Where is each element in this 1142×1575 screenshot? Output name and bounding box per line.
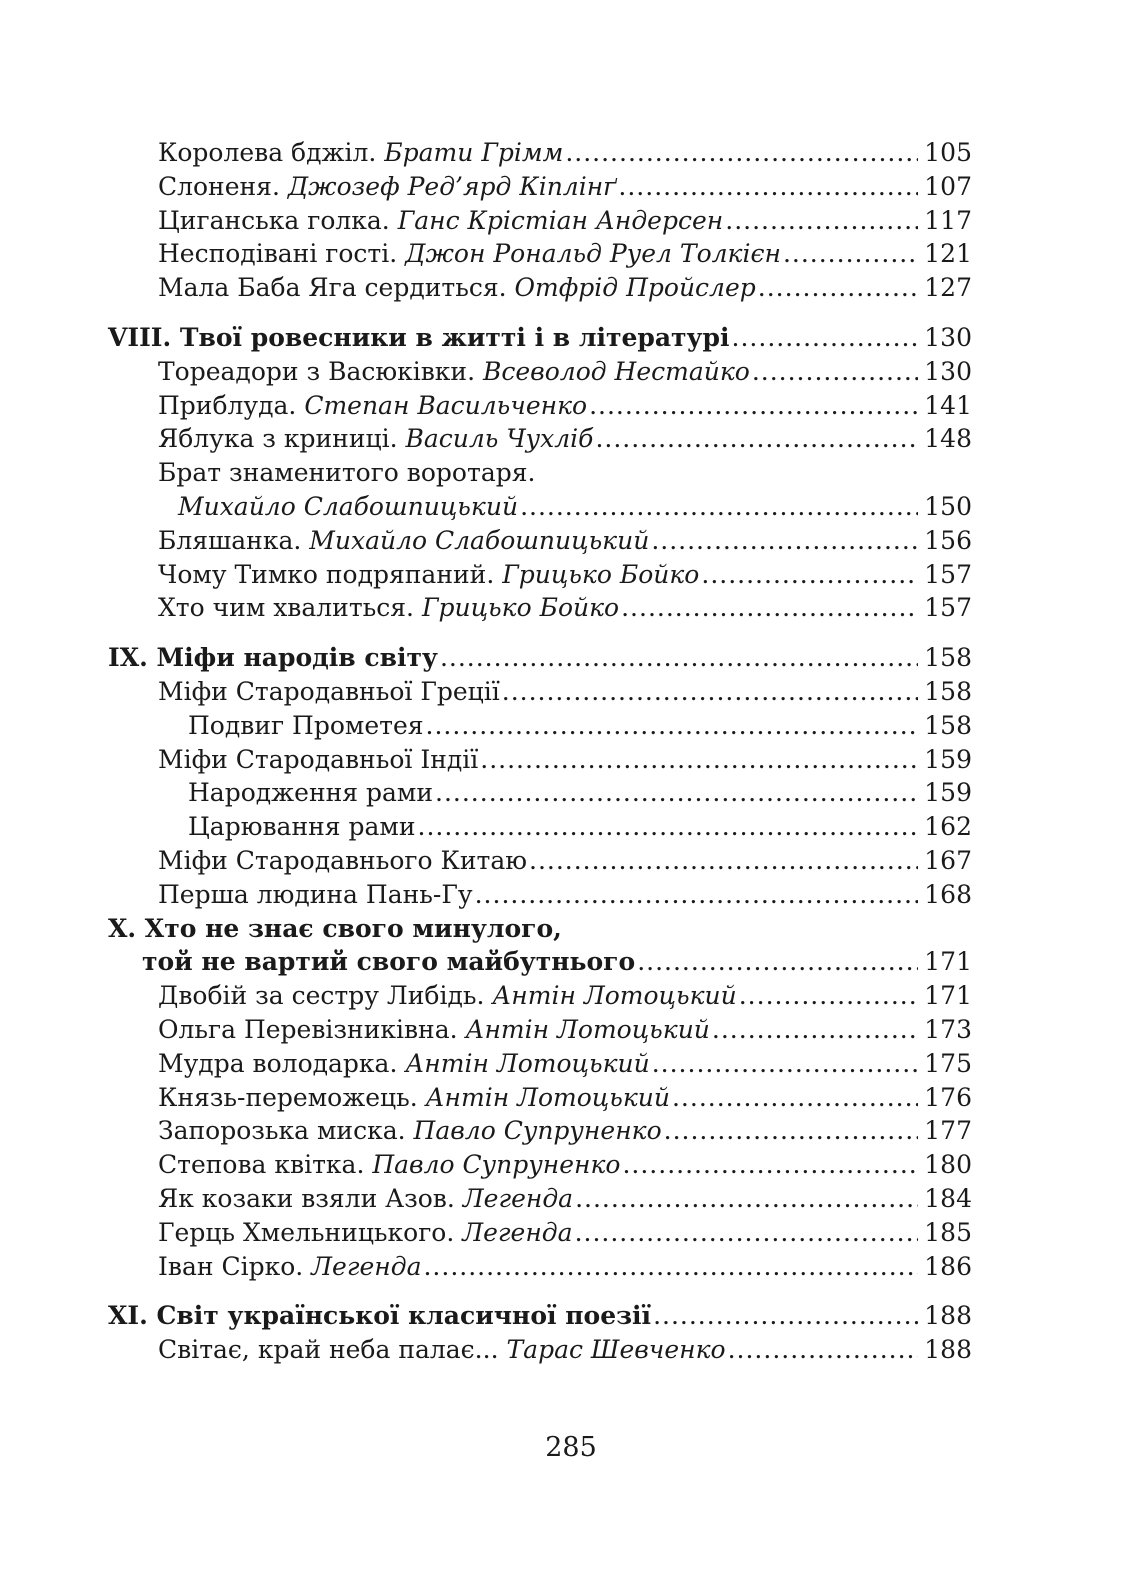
toc-entry-title [158, 204, 723, 238]
entry-page-number: 130 [924, 322, 972, 352]
entry-title-text: Народження рами [188, 778, 434, 808]
toc-entry-row [0, 878, 1142, 912]
entry-page-number: 176 [924, 1082, 972, 1112]
toc-entry-title [158, 355, 750, 389]
dot-leader [712, 1013, 918, 1047]
toc-entry-title [158, 1182, 573, 1216]
toc-section-row [0, 945, 1142, 979]
dot-leader [653, 1299, 918, 1333]
entry-page-number: 148 [924, 424, 972, 454]
toc-entry-row [0, 1148, 1142, 1182]
entry-title-text: Королева бджіл. [158, 138, 385, 167]
entry-author: Ганс Крістіан Андерсен [397, 205, 724, 235]
toc-entry-row [0, 490, 1142, 524]
entry-page-number: 107 [924, 171, 972, 201]
toc-entry-row [0, 675, 1142, 709]
toc-entry-row [0, 204, 1142, 238]
table-of-contents [0, 136, 1142, 1367]
toc-entry-row [0, 743, 1142, 777]
entry-title-text: Слоненя. [158, 171, 288, 201]
toc-entry-title [158, 136, 563, 170]
entry-page-number: 171 [924, 981, 972, 1011]
entry-page-number: 177 [924, 1116, 972, 1146]
toc-entry-row [0, 237, 1142, 271]
toc-entry-title [158, 743, 478, 777]
entry-title-text: Міфи Стародавньої Індії [158, 744, 479, 774]
dot-leader [652, 1047, 918, 1081]
entry-page-number: 167 [924, 845, 972, 875]
entry-title-text: Приблуда. [158, 390, 305, 420]
toc-entry-row [0, 422, 1142, 456]
toc-entry-title [158, 1013, 710, 1047]
toc-entry-row [0, 1013, 1142, 1047]
entry-page-number: 158 [924, 643, 972, 673]
dot-leader [732, 321, 918, 355]
dot-leader [672, 1081, 918, 1115]
dot-leader [426, 709, 918, 743]
dot-leader [529, 844, 918, 878]
entry-page-number: 157 [924, 593, 972, 623]
entry-page-number: 175 [924, 1048, 972, 1078]
entry-author: Василь Чухліб [405, 424, 594, 454]
entry-author: Антін Лотоцький [405, 1048, 650, 1078]
entry-page-number: 117 [924, 205, 972, 235]
entry-page-number: 188 [924, 1301, 972, 1331]
entry-title-text: Іван Сірко. [158, 1251, 312, 1281]
dot-leader [520, 490, 918, 524]
entry-author: Джозеф Ред’ярд Кіплінґ [287, 171, 617, 201]
toc-entry-title [158, 524, 649, 558]
toc-entry-row [0, 1182, 1142, 1216]
entry-page-number: 127 [924, 273, 972, 303]
dot-leader [480, 743, 918, 777]
dot-leader [622, 1148, 918, 1182]
entry-author: Легенда [462, 1183, 574, 1213]
toc-entry-row [0, 1047, 1142, 1081]
entry-author: Антін Лотоцький [492, 981, 737, 1011]
dot-leader [575, 1216, 918, 1250]
toc-entry-title [188, 810, 416, 844]
page-number: 285 [545, 1432, 597, 1463]
entry-author: Михайло Слабошпицький [178, 491, 519, 521]
toc-entry-row [0, 810, 1142, 844]
toc-entry-row [0, 1114, 1142, 1148]
entry-title-text: Світає, край неба палає... [158, 1335, 507, 1365]
toc-entry-title [158, 1114, 662, 1148]
toc-entry-title [158, 237, 781, 271]
toc-section-row [0, 1299, 1142, 1333]
entry-title-text: Брат знаменитого воротаря. [158, 458, 536, 488]
entry-author: Павло Супруненко [413, 1116, 662, 1146]
toc-entry-title [158, 1047, 650, 1081]
entry-author: Брати Грімм [384, 138, 564, 167]
toc-entry-title [158, 1216, 573, 1250]
toc-entry-title [158, 1148, 620, 1182]
toc-entry-row [0, 355, 1142, 389]
dot-leader [664, 1114, 918, 1148]
dot-leader [728, 1333, 918, 1367]
toc-entry-row [0, 979, 1142, 1013]
entry-page-number: 156 [924, 525, 972, 555]
toc-entry-title [158, 456, 535, 490]
entry-title-text: Мала Баба Яга сердиться. [158, 273, 515, 303]
toc-entry-title [158, 675, 500, 709]
entry-title-text: Двобій за сестру Либідь. [158, 981, 493, 1011]
entry-title-text: Міфи Стародавнього Китаю [158, 845, 527, 875]
entry-page-number: 130 [924, 356, 972, 386]
toc-entry-row [0, 271, 1142, 305]
entry-page-number: 105 [924, 138, 972, 167]
entry-title-text: той не вартий свого майбутнього [142, 947, 636, 977]
toc-entry-title [158, 878, 473, 912]
toc-entry-row [0, 844, 1142, 878]
dot-leader [440, 641, 918, 675]
toc-section-row [0, 912, 1142, 946]
entry-page-number: 186 [924, 1251, 972, 1281]
toc-entry-row [0, 558, 1142, 592]
dot-leader [618, 170, 918, 204]
dot-leader [435, 776, 918, 810]
dot-leader [589, 389, 918, 423]
entry-title-text: Степова квітка. [158, 1150, 373, 1180]
entry-page-number: 185 [924, 1217, 972, 1247]
dot-leader [418, 810, 918, 844]
toc-entry-title [158, 1333, 726, 1367]
entry-author: Легенда [311, 1251, 422, 1281]
entry-title-text: Чому Тимко подряпаний. [158, 559, 503, 589]
toc-entry-title [158, 389, 587, 423]
entry-title-text: Запорозька миска. [158, 1116, 414, 1146]
dot-leader [637, 945, 918, 979]
dot-leader [475, 878, 918, 912]
dot-leader [739, 979, 918, 1013]
toc-entry-row [0, 776, 1142, 810]
toc-entry-row [0, 1216, 1142, 1250]
entry-author: Грицько Бойко [421, 593, 620, 623]
dot-leader [621, 591, 918, 625]
entry-author: Антін Лотоцький [425, 1082, 670, 1112]
entry-author: Павло Супруненко [372, 1150, 621, 1180]
entry-author: Отфрід Пройслер [514, 273, 756, 303]
toc-entry-title [108, 321, 730, 355]
entry-page-number: 188 [924, 1335, 972, 1365]
toc-entry-row [0, 170, 1142, 204]
entry-page-number: 121 [924, 239, 972, 269]
entry-page-number: 171 [924, 947, 972, 977]
entry-page-number: 159 [924, 778, 972, 808]
entry-page-number: 158 [924, 710, 972, 740]
toc-section-row [0, 641, 1142, 675]
entry-author: Михайло Слабошпицький [309, 525, 650, 555]
toc-entry-row [0, 1250, 1142, 1284]
toc-entry-row [0, 591, 1142, 625]
entry-title-text: X. Хто не знає свого минулого, [108, 913, 562, 943]
toc-entry-title [108, 912, 562, 946]
entry-page-number: 184 [924, 1183, 972, 1213]
entry-title-text: VIII. Твої ровесники в житті і в літературі [108, 322, 730, 352]
toc-entry-row [0, 709, 1142, 743]
entry-author: Антін Лотоцький [465, 1014, 710, 1044]
entry-title-text: Подвиг Прометея [188, 710, 424, 740]
toc-section-row [0, 321, 1142, 355]
toc-entry-title [158, 1081, 670, 1115]
entry-title-text: Тореадори з Васюківки. [158, 356, 483, 386]
entry-title-text: Мудра володарка. [158, 1048, 406, 1078]
toc-entry-title [158, 979, 737, 1013]
toc-entry-title [158, 1250, 421, 1284]
entry-page-number: 159 [924, 744, 972, 774]
entry-title-text: Царювання рами [188, 812, 416, 842]
dot-leader [575, 1182, 918, 1216]
entry-title-text: Герць Хмельницького. [158, 1217, 463, 1247]
entry-author: Степан Васильченко [304, 390, 588, 420]
toc-entry-title [158, 271, 756, 305]
entry-title-text: Хто чим хвалиться. [158, 593, 422, 623]
toc-entry-row [0, 136, 1142, 170]
dot-leader [725, 204, 918, 238]
toc-entry-row [0, 1333, 1142, 1367]
entry-title-text: Князь-переможець. [158, 1082, 426, 1112]
entry-page-number: 180 [924, 1150, 972, 1180]
entry-page-number: 157 [924, 559, 972, 589]
entry-author: Грицько Бойко [502, 559, 700, 589]
toc-entry-title [178, 490, 518, 524]
entry-title-text: Як козаки взяли Азов. [158, 1183, 463, 1213]
entry-page-number: 141 [924, 390, 972, 420]
entry-author: Тарас Шевченко [506, 1335, 726, 1365]
entry-title-text: Несподівані гості. [158, 239, 406, 269]
dot-leader [758, 271, 918, 305]
toc-entry-title [142, 945, 635, 979]
toc-entry-title [158, 170, 616, 204]
toc-entry-title [158, 422, 593, 456]
entry-title-text: Циганська голка. [158, 205, 398, 235]
entry-title-text: IX. Міфи народів світу [108, 643, 438, 673]
entry-title-text: Ольга Перевізниківна. [158, 1014, 466, 1044]
toc-entry-title [158, 591, 619, 625]
entry-page-number: 162 [924, 812, 972, 842]
toc-entry-row [0, 524, 1142, 558]
toc-entry-title [108, 641, 438, 675]
entry-author: Всеволод Нестайко [483, 356, 750, 386]
toc-entry-title [158, 844, 527, 878]
dot-leader [502, 675, 918, 709]
toc-entry-title [188, 709, 424, 743]
entry-title-text: Перша людина Пань-Гу [158, 879, 473, 909]
entry-page-number: 158 [924, 676, 972, 706]
entry-title-text: Бляшанка. [158, 525, 310, 555]
toc-entry-row [0, 1081, 1142, 1115]
dot-leader [595, 422, 918, 456]
toc-entry-row [0, 389, 1142, 423]
dot-leader [423, 1250, 918, 1284]
entry-page-number: 150 [924, 491, 972, 521]
dot-leader [752, 355, 918, 389]
dot-leader [783, 237, 918, 271]
dot-leader [701, 558, 918, 592]
dot-leader [651, 524, 918, 558]
toc-entry-title [158, 558, 699, 592]
entry-page-number: 173 [924, 1014, 972, 1044]
entry-title-text: Яблука з криниці. [158, 424, 406, 454]
entry-author: Легенда [462, 1217, 573, 1247]
toc-entry-title [188, 776, 433, 810]
entry-title-text: XI. Світ української класичної поезії [108, 1301, 652, 1331]
toc-entry-title [108, 1299, 651, 1333]
entry-author: Джон Рональд Руел Толкієн [405, 239, 781, 269]
entry-title-text: Міфи Стародавньої Греції [158, 676, 500, 706]
toc-entry-row [0, 456, 1142, 490]
entry-page-number: 168 [924, 879, 972, 909]
dot-leader [565, 136, 918, 170]
